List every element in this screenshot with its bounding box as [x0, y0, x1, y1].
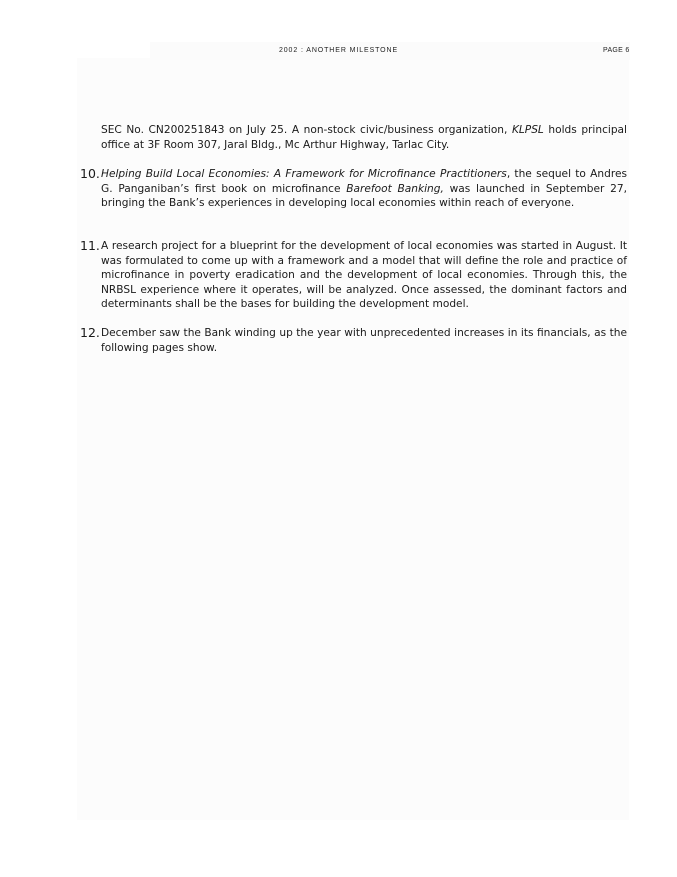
- book-title: Helping Build Local Economies: A Framework for Microfinance Practitioners: [101, 168, 507, 180]
- book-title: Barefoot Banking,: [346, 182, 444, 195]
- paragraph-9-continued: [101, 123, 627, 152]
- organization-name: KLPSL: [511, 124, 544, 136]
- paragraph-10: [101, 167, 627, 211]
- paragraph-text: SEC No. CN200251843 on July 25. A non-stock civic/business organization,: [101, 124, 512, 136]
- item-number-10: 10.: [80, 166, 100, 181]
- running-header-title: 2002 : ANOTHER MILESTONE: [278, 47, 399, 54]
- page-number: PAGE 6: [603, 47, 630, 54]
- paragraph-text: holds principal office at 3F Room 307, Jaral Bldg., Mc Arthur Highway, Tarlac City.: [101, 124, 627, 151]
- item-number-11: 11.: [80, 238, 100, 253]
- paragraph-12: December saw the Bank winding up the year with unprecedented increases in its financials, as the following pages show.: [101, 327, 627, 354]
- item-number-12: 12.: [80, 325, 100, 340]
- paragraph-11: A research project for a blueprint for the development of local economies was started in August. It was formulated to come up with a framework and a model that will define the role and practice of microfinance in poverty eradication and the development of local economies. Through this, the NRBSL experience where it operates, will be analyzed. Once assessed, the dominant factors and determinants shall be the bases for building the development model.: [101, 240, 627, 310]
- paragraph-text: , the sequel to Andres G. Panganiban’s first book on microfinance: [101, 168, 628, 195]
- paragraph-text: was launched in September 27, bringing the Bank’s experiences in developing local economies within reach of everyone.: [101, 182, 627, 209]
